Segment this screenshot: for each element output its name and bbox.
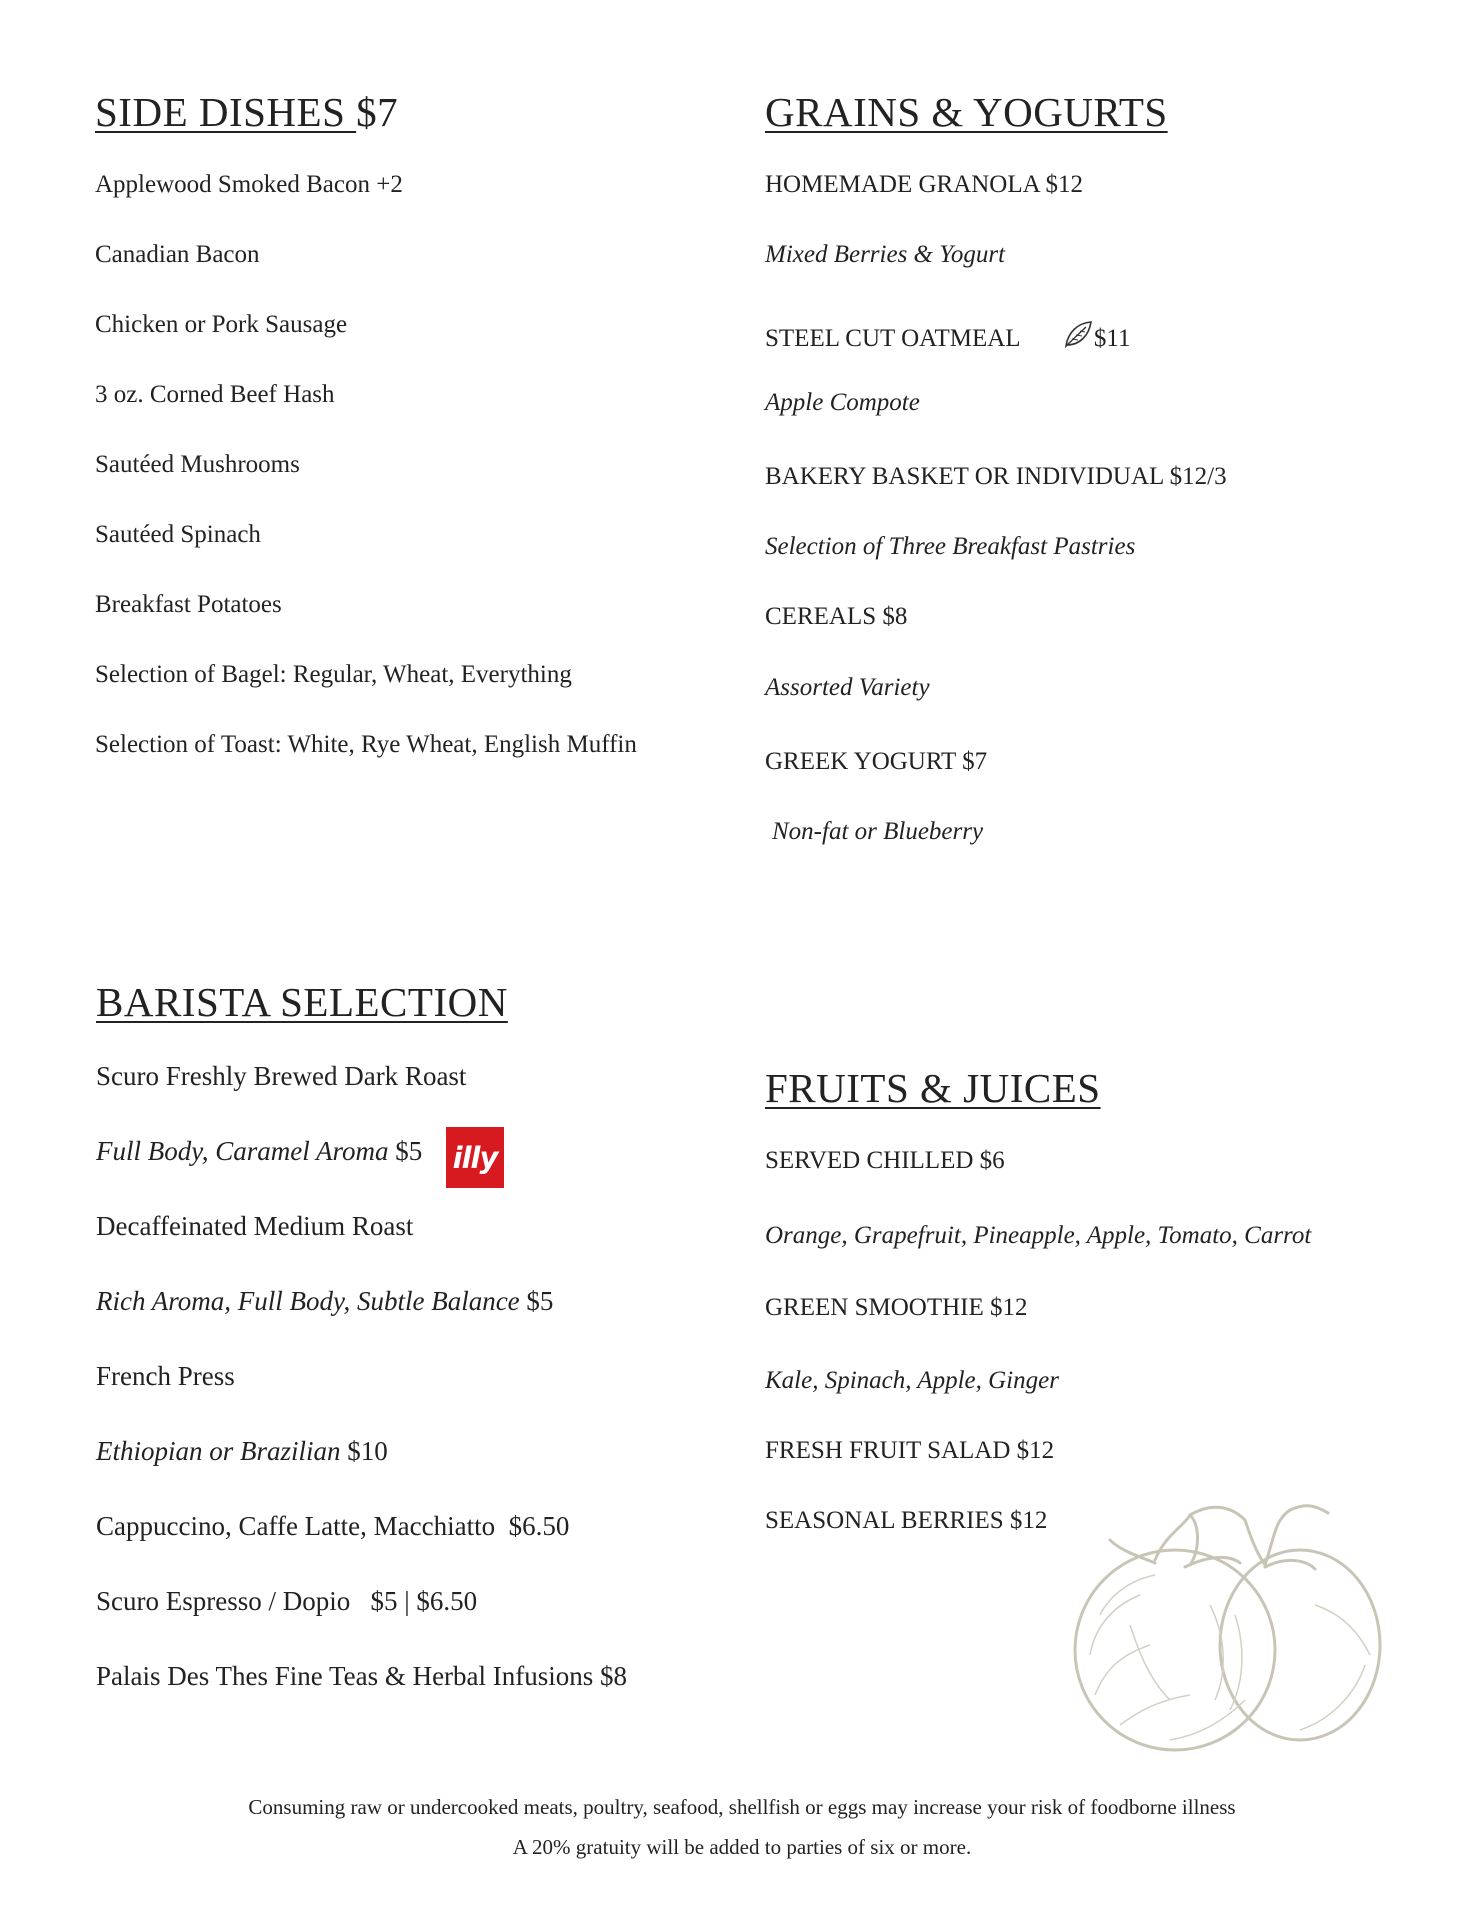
barista-item: Full Body, Caramel Aroma $5	[96, 1136, 423, 1166]
leaf-icon	[1062, 318, 1094, 357]
tomato-illustration	[1060, 1495, 1390, 1760]
barista-item: Decaffeinated Medium Roast	[96, 1211, 414, 1241]
barista-item: Ethiopian or Brazilian $10	[96, 1436, 388, 1466]
grain-desc: Mixed Berries & Yogurt	[765, 241, 1006, 268]
grain-desc: Assorted Variety	[765, 674, 930, 701]
fruit-title: FRESH FRUIT SALAD $12	[765, 1437, 1055, 1464]
side-item: Sautéed Spinach	[95, 521, 261, 548]
side-item: Selection of Toast: White, Rye Wheat, English Muffin	[95, 731, 637, 758]
barista-item: Scuro Freshly Brewed Dark Roast	[96, 1061, 467, 1091]
fruit-title: GREEN SMOOTHIE $12	[765, 1294, 1028, 1321]
side-item: Applewood Smoked Bacon +2	[95, 171, 403, 198]
grain-desc: Non-fat or Blueberry	[772, 818, 984, 845]
fruit-title: SEASONAL BERRIES $12	[765, 1507, 1048, 1534]
grain-title: CEREALS $8	[765, 603, 908, 630]
barista-item: Cappuccino, Caffe Latte, Macchiatto $6.50	[96, 1511, 570, 1541]
side-item: Selection of Bagel: Regular, Wheat, Everything	[95, 661, 572, 688]
barista-heading: BARISTA SELECTION	[96, 979, 508, 1025]
fruit-title: SERVED CHILLED $6	[765, 1147, 1005, 1174]
side-dishes-price: $7	[356, 89, 399, 135]
fruit-desc: Kale, Spinach, Apple, Ginger	[765, 1367, 1059, 1394]
footer-gratuity: A 20% gratuity will be added to parties of six or more.	[512, 1835, 972, 1859]
grain-desc: Selection of Three Breakfast Pastries	[765, 533, 1136, 560]
grain-title: STEEL CUT OATMEAL $11	[765, 318, 1130, 357]
grain-title: GREEK YOGURT $7	[765, 748, 988, 775]
side-item: Sautéed Mushrooms	[95, 451, 300, 478]
illy-logo: illy	[446, 1127, 504, 1188]
barista-item: Rich Aroma, Full Body, Subtle Balance $5	[96, 1286, 554, 1316]
grain-title: HOMEMADE GRANOLA $12	[765, 171, 1084, 198]
barista-item: French Press	[96, 1361, 235, 1391]
side-item: Chicken or Pork Sausage	[95, 311, 348, 338]
grains-heading: GRAINS & YOGURTS	[765, 89, 1168, 135]
side-item: Canadian Bacon	[95, 241, 260, 268]
footer-disclaimer: Consuming raw or undercooked meats, poultry, seafood, shellfish or eggs may increase your risk of foodborne illness	[248, 1795, 1236, 1819]
grain-title: BAKERY BASKET OR INDIVIDUAL $12/3	[765, 463, 1227, 490]
side-item: Breakfast Potatoes	[95, 591, 282, 618]
barista-item: Scuro Espresso / Dopio $5 | $6.50	[96, 1586, 478, 1616]
barista-item: Palais Des Thes Fine Teas & Herbal Infusions $8	[96, 1661, 628, 1691]
side-dishes-heading: SIDE DISHES $7	[95, 89, 399, 135]
fruit-desc: Orange, Grapefruit, Pineapple, Apple, Tomato, Carrot	[765, 1222, 1312, 1249]
grain-desc: Apple Compote	[765, 389, 920, 416]
fruits-heading: FRUITS & JUICES	[765, 1065, 1101, 1111]
side-item: 3 oz. Corned Beef Hash	[95, 381, 335, 408]
